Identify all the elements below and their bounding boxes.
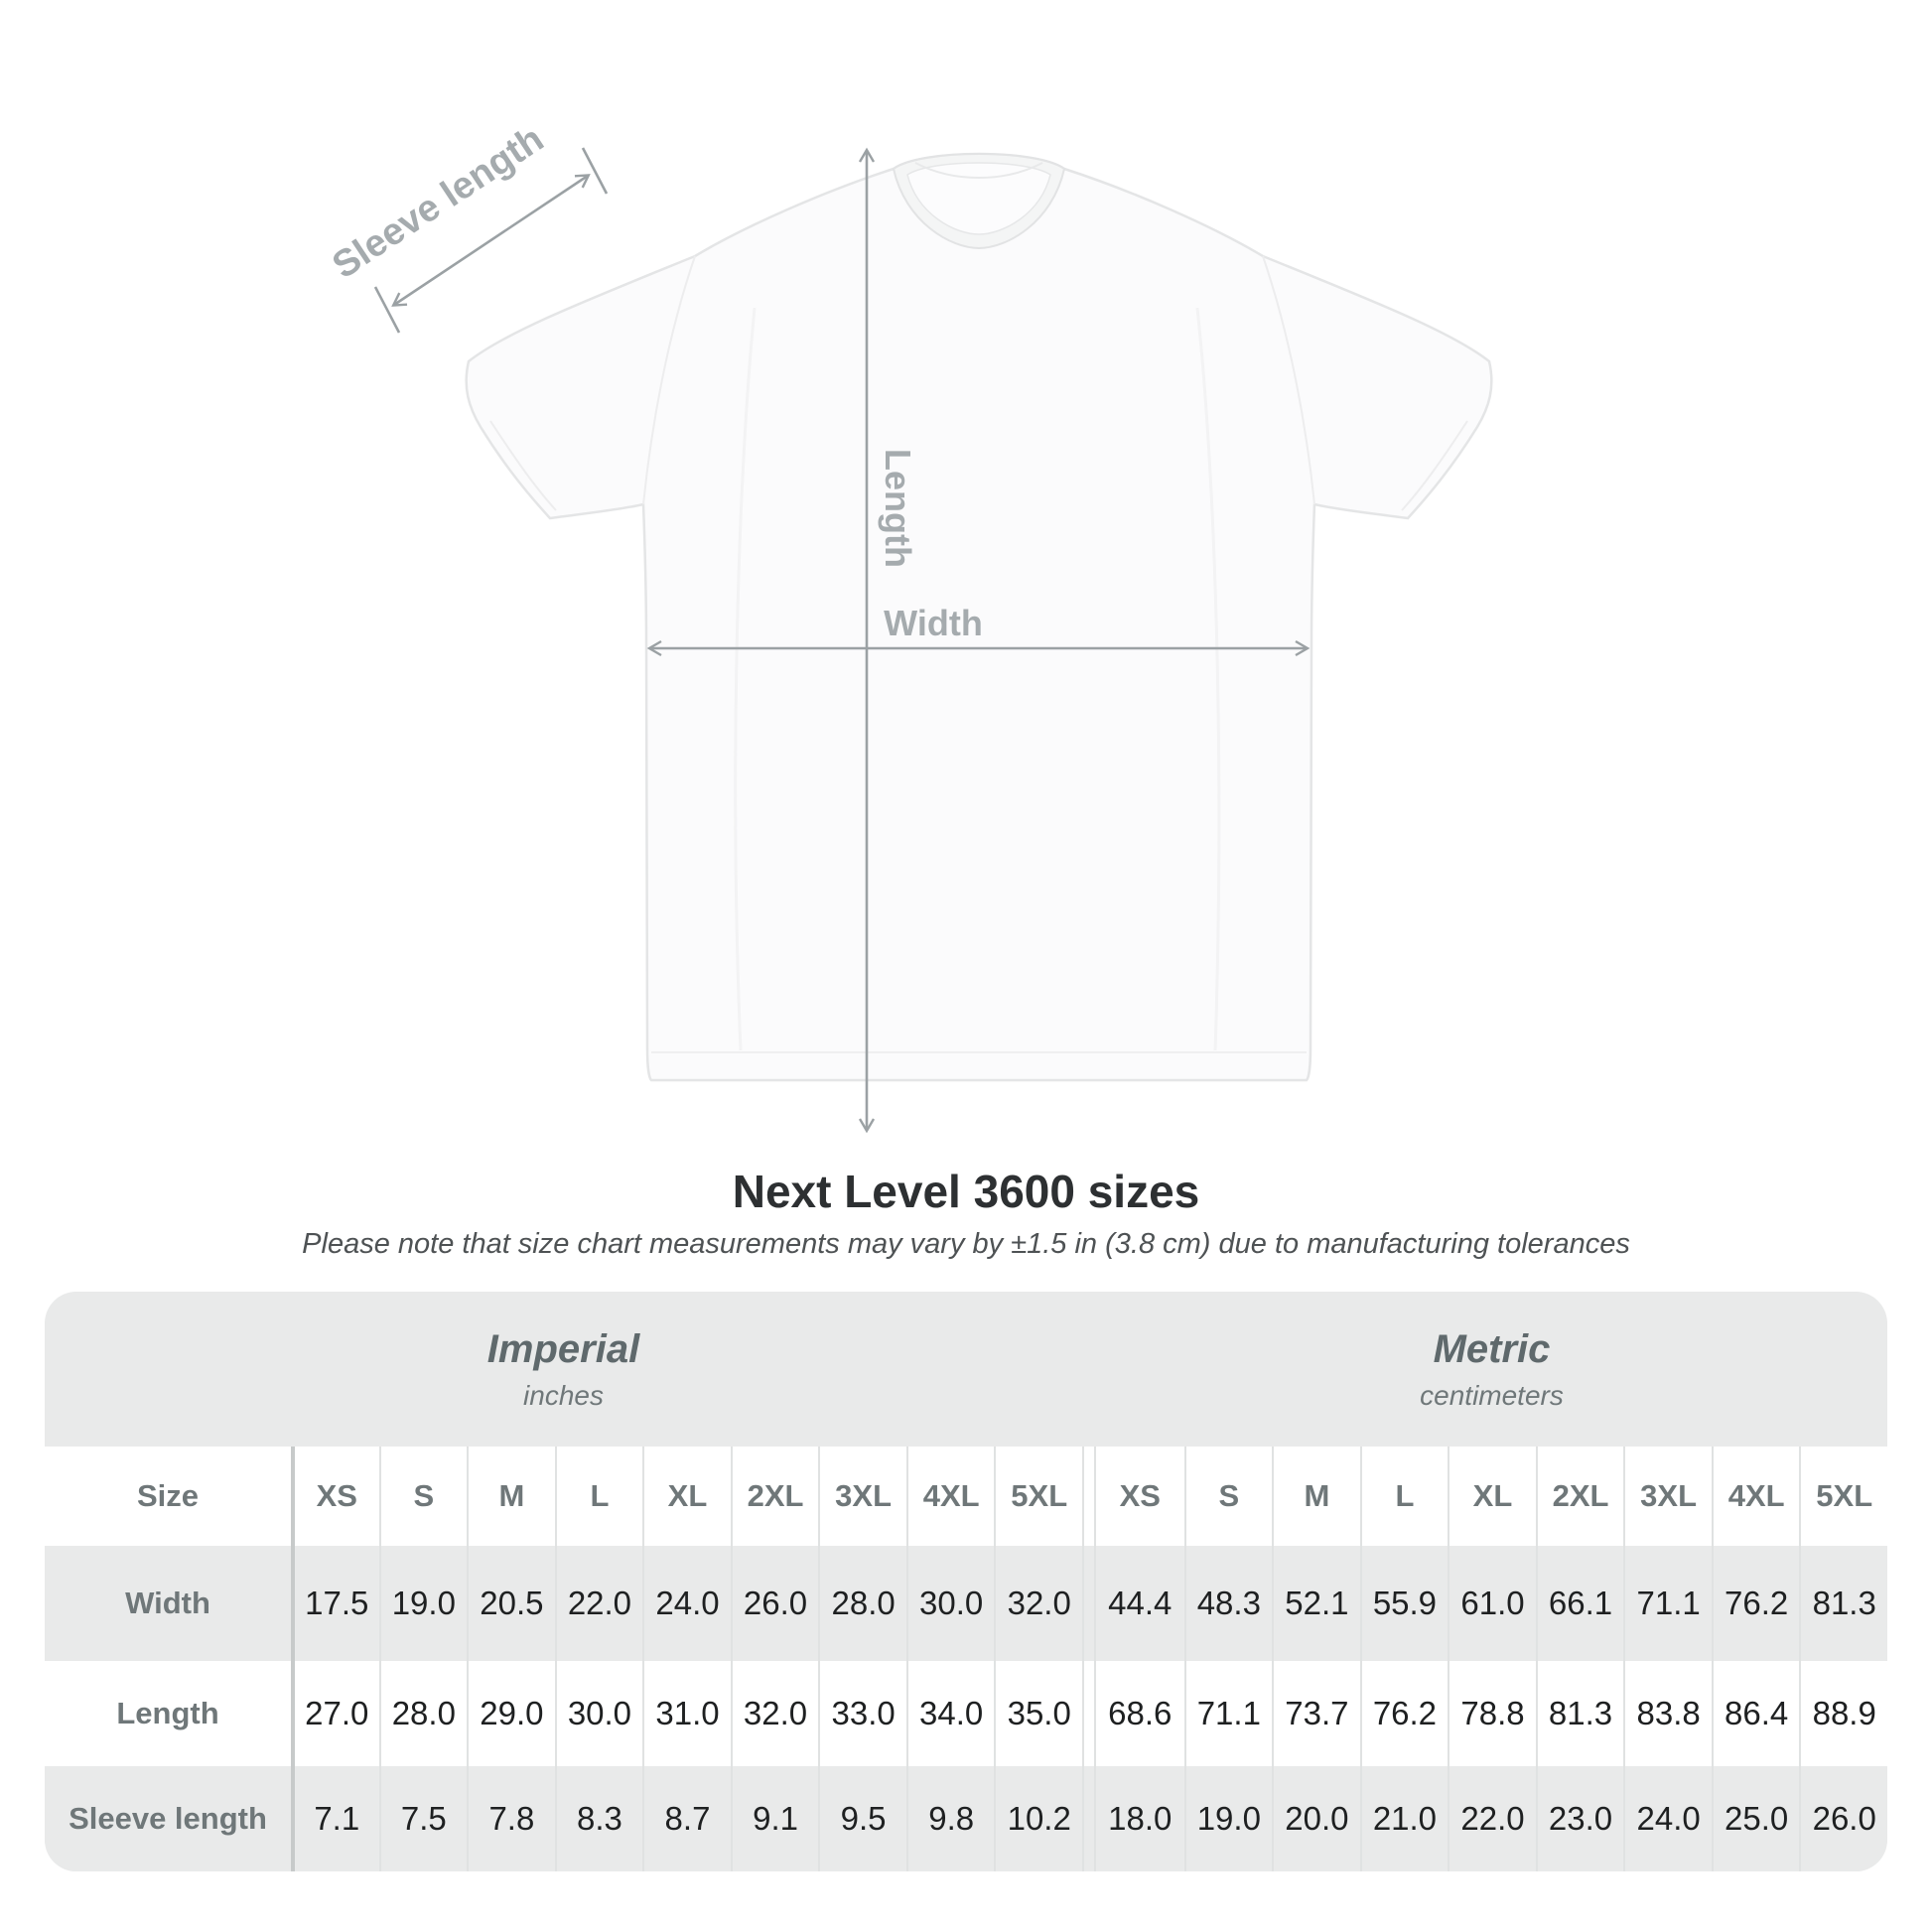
imperial-value-cell: 7.8 xyxy=(467,1766,555,1871)
row-label: Width xyxy=(45,1546,291,1661)
metric-size-header: 3XL xyxy=(1623,1447,1712,1546)
imperial-metric-divider xyxy=(1082,1766,1096,1871)
metric-value-cell: 23.0 xyxy=(1536,1766,1624,1871)
metric-value-cell: 19.0 xyxy=(1184,1766,1273,1871)
imperial-value-cell: 32.0 xyxy=(994,1546,1082,1661)
imperial-value-cell: 7.5 xyxy=(379,1766,468,1871)
imperial-size-header: 5XL xyxy=(994,1447,1082,1546)
metric-size-header: XL xyxy=(1448,1447,1536,1546)
metric-value-cell: 73.7 xyxy=(1272,1661,1360,1766)
metric-value-cell: 88.9 xyxy=(1799,1661,1887,1766)
imperial-value-cell: 31.0 xyxy=(642,1661,731,1766)
metric-value-cell: 25.0 xyxy=(1712,1766,1800,1871)
metric-value-cell: 81.3 xyxy=(1536,1661,1624,1766)
imperial-size-header: XS xyxy=(291,1447,379,1546)
metric-size-header: 5XL xyxy=(1799,1447,1887,1546)
imperial-value-cell: 35.0 xyxy=(994,1661,1082,1766)
metric-value-cell: 86.4 xyxy=(1712,1661,1800,1766)
imperial-value-cell: 24.0 xyxy=(642,1546,731,1661)
metric-value-cell: 71.1 xyxy=(1623,1546,1712,1661)
imperial-metric-divider xyxy=(1082,1447,1096,1546)
sleeve-arrow-start-tick xyxy=(375,287,399,333)
imperial-value-cell: 30.0 xyxy=(906,1546,995,1661)
imperial-size-header: S xyxy=(379,1447,468,1546)
metric-value-cell: 24.0 xyxy=(1623,1766,1712,1871)
imperial-value-cell: 22.0 xyxy=(555,1546,643,1661)
metric-value-cell: 52.1 xyxy=(1272,1546,1360,1661)
width-label: Width xyxy=(884,603,983,643)
size-table-grid xyxy=(45,1447,1887,1871)
imperial-size-header: M xyxy=(467,1447,555,1546)
row-label: Sleeve length xyxy=(45,1766,291,1871)
metric-size-header: S xyxy=(1184,1447,1273,1546)
imperial-label: Imperial xyxy=(486,1326,640,1371)
imperial-value-cell: 33.0 xyxy=(818,1661,906,1766)
units-header-row xyxy=(45,1292,1887,1447)
imperial-unit-label: inches xyxy=(523,1379,604,1411)
imperial-metric-divider xyxy=(1082,1661,1096,1766)
imperial-value-cell: 8.3 xyxy=(555,1766,643,1871)
metric-value-cell: 71.1 xyxy=(1184,1661,1273,1766)
metric-value-cell: 48.3 xyxy=(1184,1546,1273,1661)
metric-size-header: L xyxy=(1360,1447,1449,1546)
metric-value-cell: 81.3 xyxy=(1799,1546,1887,1661)
imperial-value-cell: 10.2 xyxy=(994,1766,1082,1871)
imperial-size-header: 3XL xyxy=(818,1447,906,1546)
imperial-value-cell: 26.0 xyxy=(731,1546,819,1661)
imperial-value-cell: 27.0 xyxy=(291,1661,379,1766)
imperial-value-cell: 29.0 xyxy=(467,1661,555,1766)
imperial-size-header: 4XL xyxy=(906,1447,995,1546)
imperial-value-cell: 9.8 xyxy=(906,1766,995,1871)
imperial-size-header: XL xyxy=(642,1447,731,1546)
imperial-value-cell: 19.0 xyxy=(379,1546,468,1661)
metric-value-cell: 22.0 xyxy=(1448,1766,1536,1871)
imperial-value-cell: 20.5 xyxy=(467,1546,555,1661)
imperial-value-cell: 28.0 xyxy=(818,1546,906,1661)
tolerance-note: Please note that size chart measurements may vary by ±1.5 in (3.8 cm) due to manufacturing tolerances xyxy=(302,1228,1630,1260)
metric-size-header: XS xyxy=(1096,1447,1184,1546)
sleeve-arrow-end-tick xyxy=(583,148,607,194)
imperial-metric-divider xyxy=(1082,1546,1096,1661)
metric-value-cell: 21.0 xyxy=(1360,1766,1449,1871)
metric-value-cell: 76.2 xyxy=(1712,1546,1800,1661)
metric-value-cell: 44.4 xyxy=(1096,1546,1184,1661)
imperial-size-header: 2XL xyxy=(731,1447,819,1546)
row-label: Length xyxy=(45,1661,291,1766)
imperial-value-cell: 8.7 xyxy=(642,1766,731,1871)
length-label: Length xyxy=(878,449,918,568)
metric-label: Metric xyxy=(1433,1326,1551,1371)
imperial-size-header: L xyxy=(555,1447,643,1546)
imperial-value-cell: 7.1 xyxy=(291,1766,379,1871)
metric-value-cell: 78.8 xyxy=(1448,1661,1536,1766)
imperial-group-header xyxy=(45,1292,1082,1447)
metric-value-cell: 20.0 xyxy=(1272,1766,1360,1871)
metric-unit-label: centimeters xyxy=(1420,1379,1564,1411)
imperial-value-cell: 34.0 xyxy=(906,1661,995,1766)
imperial-value-cell: 30.0 xyxy=(555,1661,643,1766)
page-title: Next Level 3600 sizes xyxy=(732,1166,1200,1217)
metric-group-header xyxy=(1096,1292,1887,1447)
imperial-value-cell: 32.0 xyxy=(731,1661,819,1766)
metric-value-cell: 55.9 xyxy=(1360,1546,1449,1661)
size-column-header: Size xyxy=(45,1447,291,1546)
metric-value-cell: 76.2 xyxy=(1360,1661,1449,1766)
metric-size-header: M xyxy=(1272,1447,1360,1546)
metric-size-header: 2XL xyxy=(1536,1447,1624,1546)
sleeve-length-label: Sleeve length xyxy=(325,117,552,288)
metric-value-cell: 18.0 xyxy=(1096,1766,1184,1871)
metric-value-cell: 61.0 xyxy=(1448,1546,1536,1661)
metric-size-header: 4XL xyxy=(1712,1447,1800,1546)
metric-value-cell: 83.8 xyxy=(1623,1661,1712,1766)
size-chart-table xyxy=(45,1292,1887,1871)
imperial-value-cell: 9.1 xyxy=(731,1766,819,1871)
metric-value-cell: 26.0 xyxy=(1799,1766,1887,1871)
imperial-value-cell: 17.5 xyxy=(291,1546,379,1661)
metric-value-cell: 68.6 xyxy=(1096,1661,1184,1766)
metric-value-cell: 66.1 xyxy=(1536,1546,1624,1661)
imperial-value-cell: 9.5 xyxy=(818,1766,906,1871)
imperial-value-cell: 28.0 xyxy=(379,1661,468,1766)
